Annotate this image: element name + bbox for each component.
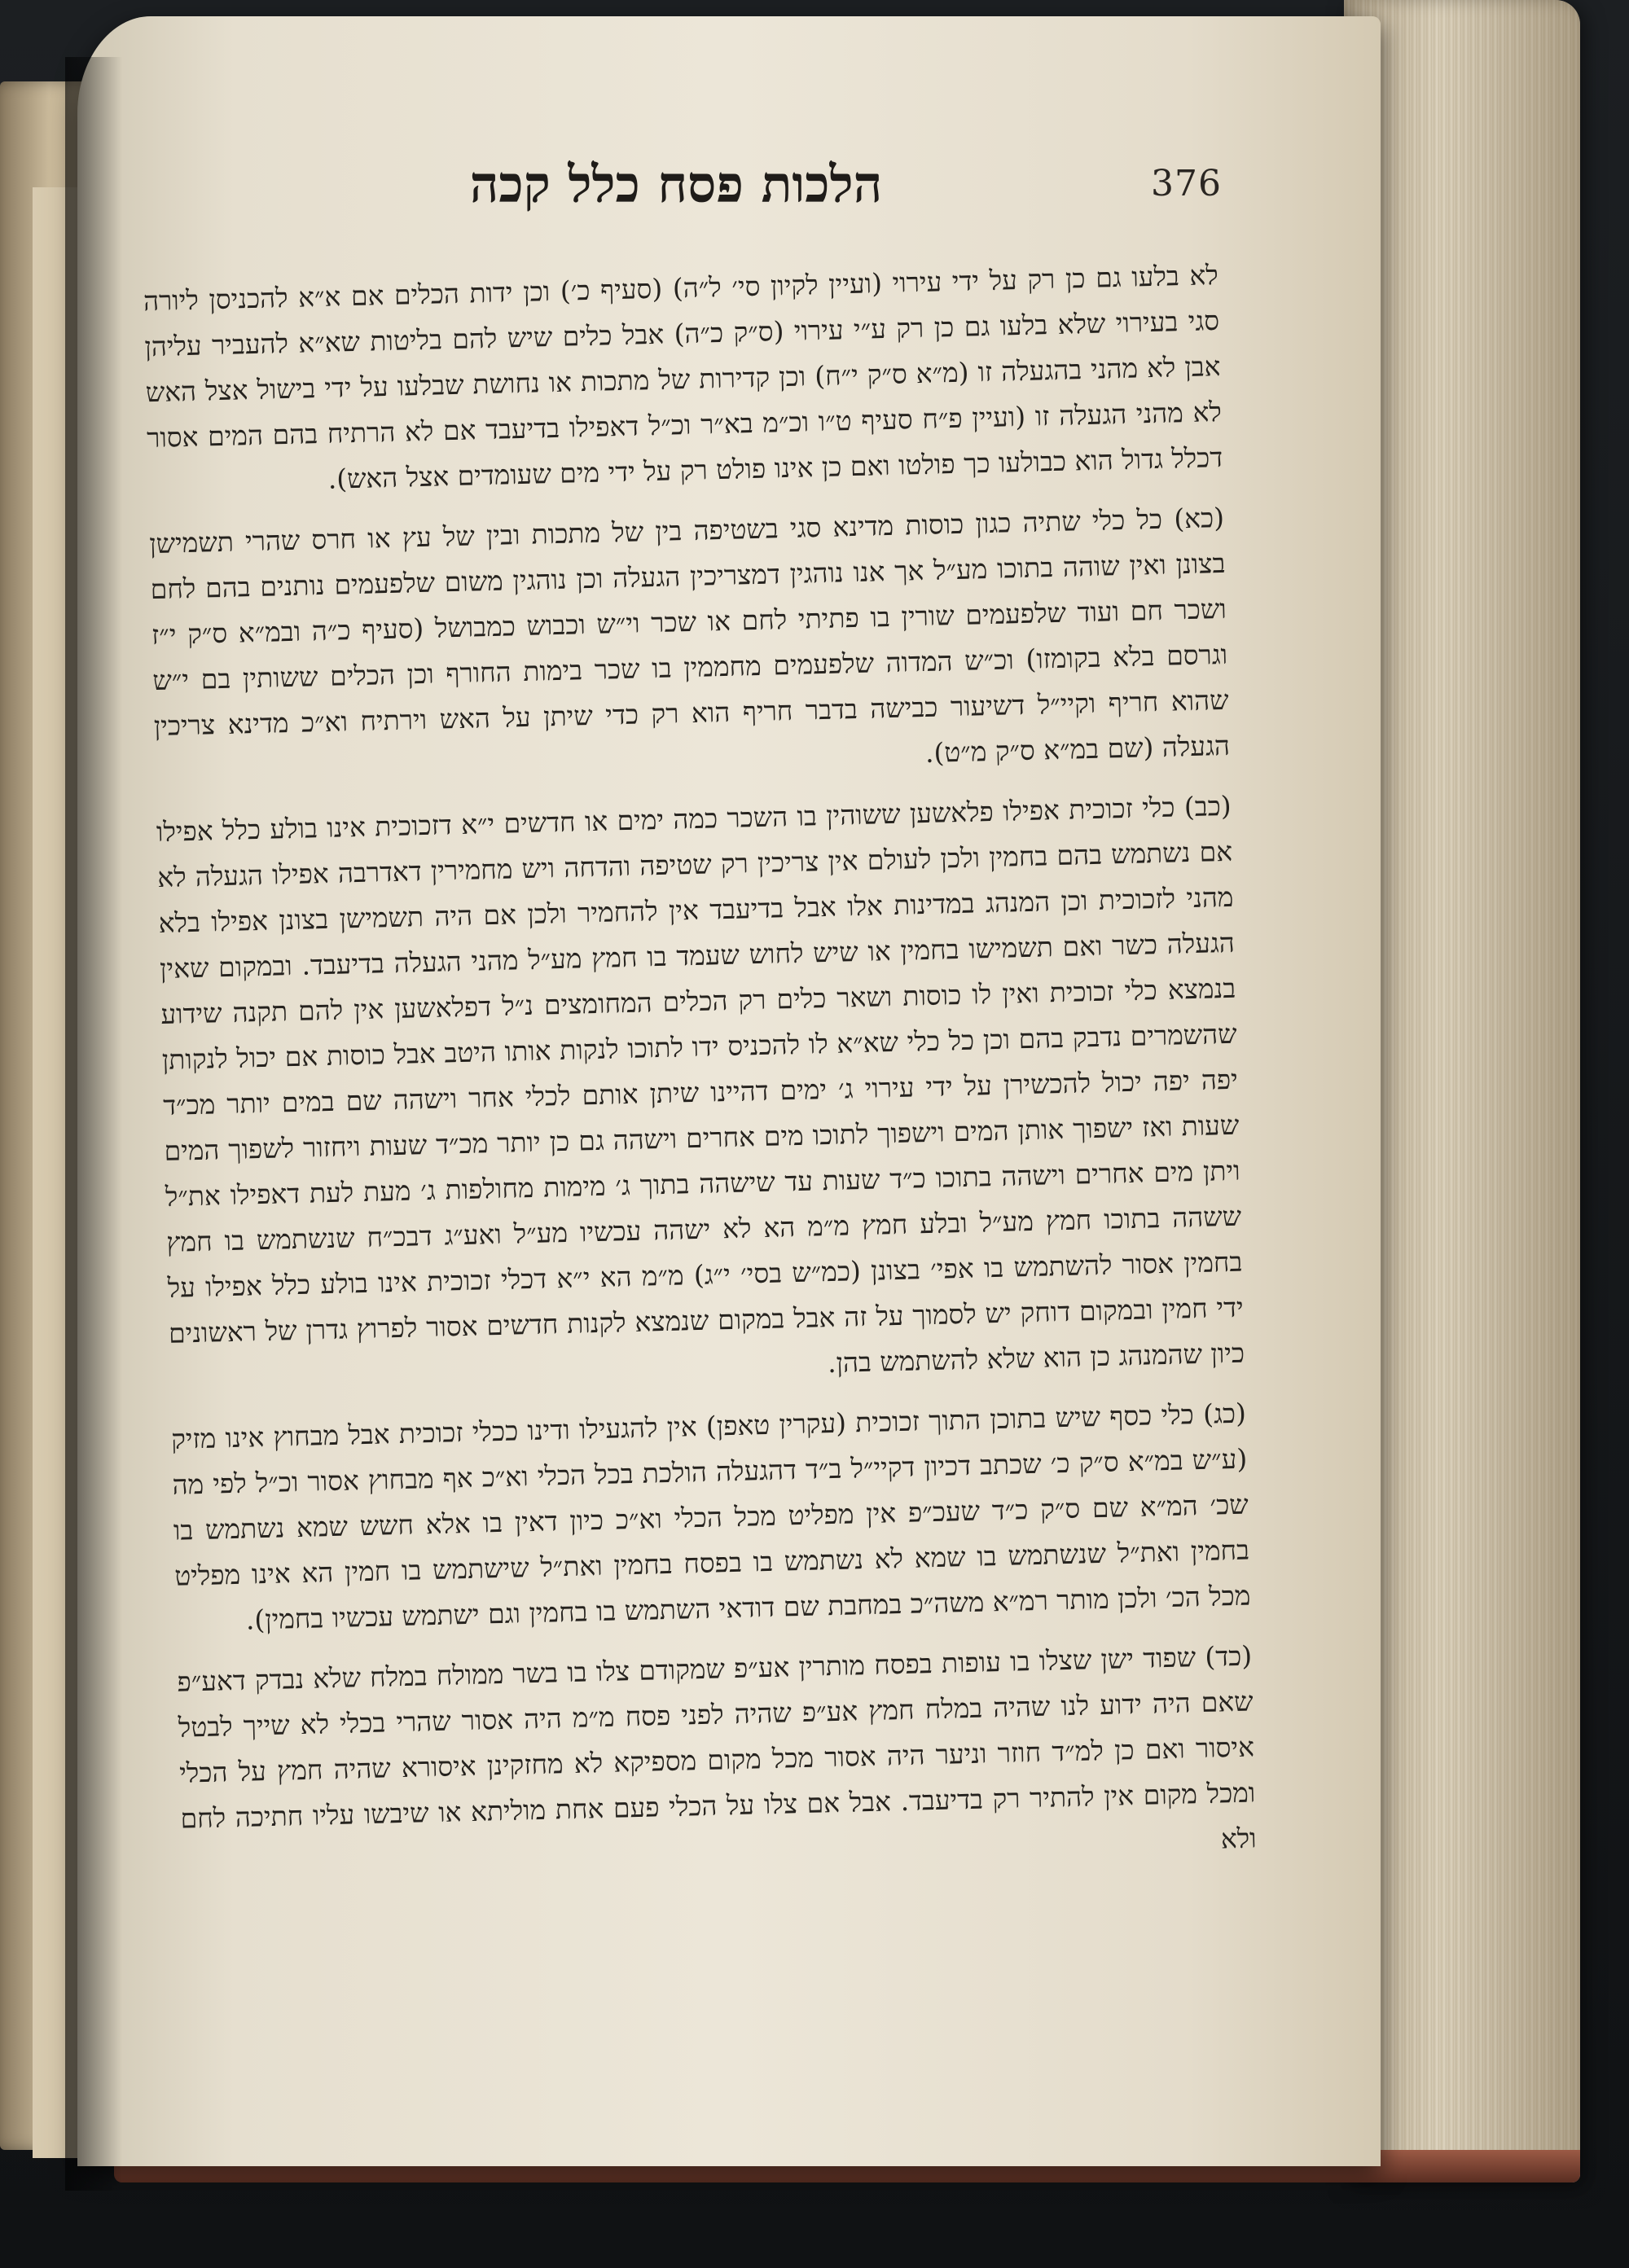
- spine-shadow: [65, 57, 122, 2191]
- paragraph-21: (כא) כל כלי שתיה כגון כוסות מדינא סגי בשטיפה בין של מתכות ובין של עץ או חרס שהרי תשמישן בצונן ואין שוהה בתוכו מע״ל אך אנו נוהגין דמצריכין הגעלה וכן נוהגין משום שלפעמים נותנים בהם לחם ושכר חם ועוד שלפעמים שורין בו פתיתי לחם או שכר וי״ש וכבוש כמבושל (סעיף כ״ה ובמ״א ס״ק י״ז וגרסם בלא בקומזו) וכ״ש המדוה שלפעמים מחממין בו שכר בימות החורף וכן הכלים ששותין בם י״ש שהוא חריף וקיי״ל דשיעור כבישה בדבר חריף הוא רק כדי שיתן על האש וירתיח וא״כ מדינא צריכין הגעלה (שם במ״א ס״ק מ״ט).: [148, 501, 1231, 769]
- page-header: [163, 155, 1222, 244]
- paragraph-23: (כג) כלי כסף שיש בתוכן התוך זכוכית (עקרין טאפן) אין להגעילו ודינו ככלי זכוכית אבל מבחוץ אינו מזיק (ע״ש במ״א ס״ק כ׳ שכתב דכיון דקיי״ל ב״ד דהגעלה הולכת בכל הכלי וא״כ אף מבחוץ אסור וכ״ל לפי מה שכ׳ המ״א שם ס״ק כ״ד שעכ״פ אין מפליט מכל הכלי וא״כ כיון דאין בו אלא חשש שמא נשתמש בו בחמין ואת״ל שנשתמש בו שמא לא נשתמש בו בפסח בחמין ואת״ל שישתמש בו חמין הא אינו מפליט מכל הכ׳ ולכן מותר רמ״א משה״כ במחבת שם דודאי השתמש בו בחמין וגם ישתמש עכשיו בחמין).: [170, 1397, 1251, 1636]
- running-title: הלכות פסח כלל קכה: [469, 155, 883, 214]
- page-body: [143, 252, 1263, 2143]
- paragraph-24: (כד) שפוד ישן שצלו בו עופות בפסח מותרין אע״פ שמקודם צלו בו בשר ממולח במלח שלא נבדק דאע״פ שאם היה ידוע לנו שהיה במלח חמץ אע״פ שהיה לפני פסח מ״מ היה אסור שהרי בכלי לא שייך לבטל איסור ואם כן למ״ד חוזר וניער היה אסור מכל מקום מספיקא לא מחזקינן איסורא שהיה חמץ על הכלי ומכל מקום אין להתיר רק בדיעבד. אבל אם צלו על הכלי פעם אחת מוליתא או שיבשו עליו חתיכה לחם ולא: [177, 1639, 1258, 1855]
- paragraph-intro: לא בלעו גם כן רק על ידי עירוי (ועיין לקיון סי׳ ל״ה) (סעיף כ׳) וכן ידות הכלים אם א״א להכניסן ליורה סגי בעירוי שלא בלעו גם כן רק ע״י עירוי (ס״ק כ״ה) אבל כלים שיש להם בליטות שא״א להעביר עליהן אבן לא מהני בהגעלה זו (מ״א ס״ק י״ח) וכן קדירות של מתכות או נחושת שבלעו על ידי בישול אצל האש לא מהני הגעלה זו (ועיין פ״ח סעיף ט״ו וכ״מ בא״ר וכ״ל דאפילו בדיעבד אם לא הרתיח בהם המים אסור דכלל גדול הוא כבולעו כך פולטו ואם כן אינו פולט רק על ידי מים שעומדים אצל האש).: [143, 258, 1223, 495]
- paragraph-22: (כב) כלי זכוכית אפילו פלאשען ששוהין בו השכר כמה ימים או חדשים י״א דזכוכית אינו בולע כלל אפילו אם נשתמש בהם בחמין ולכן לעולם אין צריכין רק שטיפה והדחה ויש מחמירין דאדרבה אפילו הגעלה לא מהני לזכוכית וכן המנהג במדינות אלו אבל בדיעבד אין להחמיר ולכן אם היה תשמישן בצונן אפילו בלא הגעלה כשר ואם תשמישו בחמין או שיש לחוש שעמד בו חמץ מע״ל מהני הגעלה בדיעבד. ובמקום שאין בנמצא כלי זכוכית ואין לו כוסות ושאר כלים רק הכלים המחומצים נ״ל דפלאשען אין להם תקנה שידוע שהשמרים נדבק בהם וכן כל כלי שא״א לו להכניס ידו לתוכו לנקות אותו היטב אבל כוסות אם יכול לנקותן יפה יפה יכול להכשירן על ידי עירוי ג׳ ימים דהיינו שיתן אותם לכלי אחר וישהה שם במים יותר מכ״ד שעות ואז ישפוך אותן המים וישפוך לתוכו מים אחרים וישהה גם כן יותר מכ״ד שעות ויחזור לשפוך המים ויתן מים אחרים וישהה בתוכו כ״ד שעות עד שישהה בתוך ג׳ מימות מחולפות ג׳ מעת לעת דאפילו את״ל ששהה בתוכו חמץ מע״ל ובלע חמץ מ״מ הא לא ישהה עכשיו מע״ל ואע״ג דבכ״ח שנשתמש בו חמץ בחמין אסור להשתמש בו אפי׳ בצונן (כמ״ש בסי׳ י״ג) מ״מ הא י״א דכלי זכוכית אינו בולע כלל אפילו על ידי חמין ובמקום דוחק יש לסמוך על זה אבל במקום שנמצא לקנות חדשים אסור לפרוץ גדרן של ראשונים כיון שהמנהג כן הוא שלא להשתמש בהן.: [156, 789, 1245, 1380]
- page-number: 376: [1151, 163, 1222, 204]
